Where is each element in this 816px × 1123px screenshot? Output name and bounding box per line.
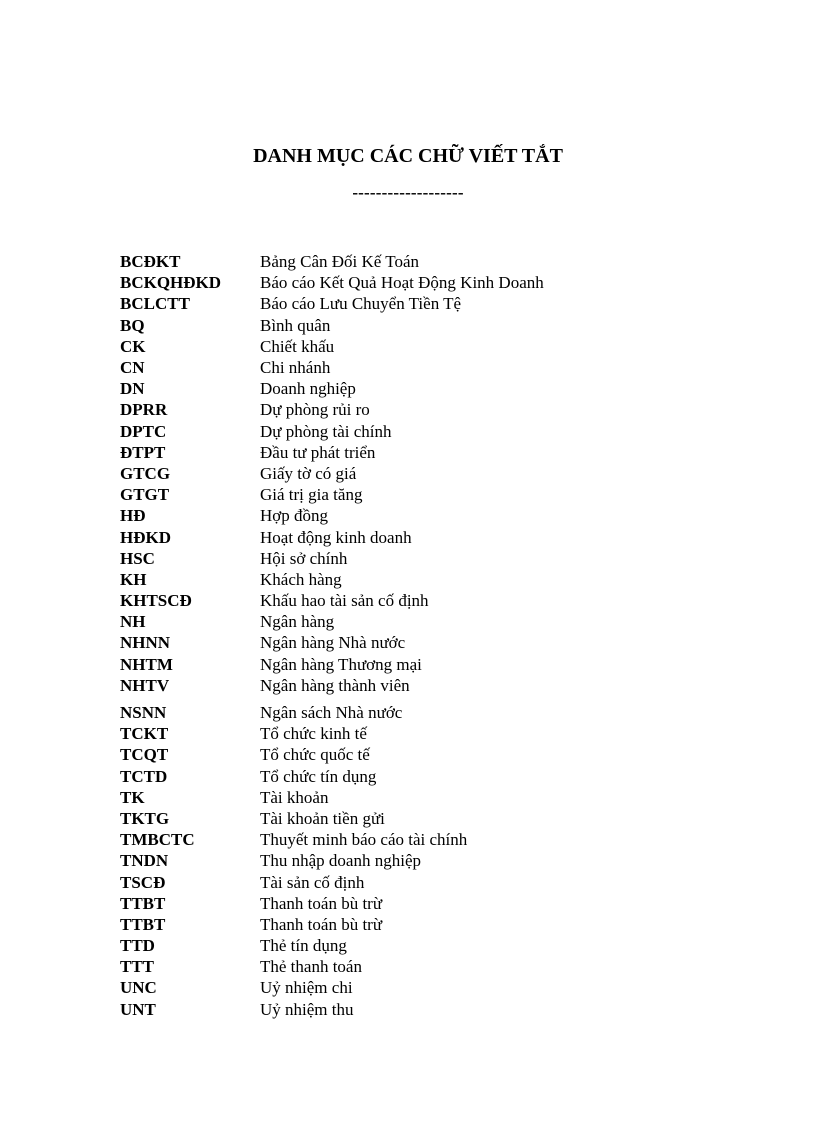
abbreviation-row — [120, 336, 680, 357]
abbreviation: CK — [120, 336, 146, 356]
abbreviation-meaning: Tổ chức tín dụng — [260, 766, 377, 786]
abbreviation: BCLCTT — [120, 294, 190, 314]
abbreviation-row — [120, 914, 680, 935]
abbreviation: TCTD — [120, 766, 168, 786]
abbreviation-row — [120, 893, 680, 914]
abbreviation: TTBT — [120, 914, 166, 934]
abbreviation-row — [120, 829, 680, 850]
abbreviation-row — [120, 871, 680, 892]
abbreviation: DPRR — [120, 400, 168, 420]
abbreviation: DN — [120, 379, 145, 399]
abbreviation-row — [120, 611, 680, 632]
abbreviation-meaning: Tổ chức quốc tế — [260, 745, 370, 765]
abbreviation-meaning: Khấu hao tài sản cố định — [260, 591, 429, 611]
abbreviation-row — [120, 590, 680, 611]
abbreviation-meaning: Thu nhập doanh nghiệp — [260, 851, 421, 871]
abbreviation-meaning: Báo cáo Kết Quả Hoạt Động Kinh Doanh — [260, 273, 544, 293]
abbreviation-meaning: Chi nhánh — [260, 358, 331, 378]
abbreviation: HSC — [120, 548, 155, 568]
abbreviation-row — [120, 956, 680, 977]
abbreviation: GTGT — [120, 485, 170, 505]
abbreviation-row — [120, 850, 680, 871]
abbreviation-row — [120, 272, 680, 293]
abbreviation-row — [120, 766, 680, 787]
abbreviation-row — [120, 675, 680, 696]
abbreviation-meaning: Dự phòng tài chính — [260, 421, 392, 441]
abbreviation: NHNN — [120, 633, 171, 653]
abbreviation-row — [120, 357, 680, 378]
abbreviation-meaning: Ngân hàng — [260, 612, 335, 632]
abbreviation-meaning: Bình quân — [260, 315, 331, 335]
abbreviation-row — [120, 315, 680, 336]
abbreviation-row — [120, 463, 680, 484]
abbreviation-row — [120, 702, 680, 723]
abbreviation-meaning: Khách hàng — [260, 569, 342, 589]
abbreviation-meaning: Đầu tư phát triển — [260, 442, 376, 462]
abbreviation: NSNN — [120, 703, 167, 723]
abbreviation-meaning: Tổ chức kinh tế — [260, 724, 367, 744]
abbreviation-row — [120, 442, 680, 463]
abbreviation-meaning: Thanh toán bù trừ — [260, 914, 383, 934]
abbreviation-row — [120, 484, 680, 505]
abbreviation: BQ — [120, 315, 145, 335]
abbreviation: ĐTPT — [120, 442, 166, 462]
abbreviation-row — [120, 744, 680, 765]
abbreviation: GTCG — [120, 463, 171, 483]
abbreviation: UNT — [120, 999, 156, 1019]
abbreviation-meaning: Tài khoản — [260, 787, 329, 807]
abbreviation: NHTV — [120, 675, 170, 695]
abbreviation-row — [120, 378, 680, 399]
abbreviation-row — [120, 526, 680, 547]
abbreviation-list — [120, 251, 680, 1020]
abbreviation-row — [120, 787, 680, 808]
abbreviation-row — [120, 421, 680, 442]
abbreviation-meaning: Doanh nghiệp — [260, 379, 356, 399]
abbreviation-row — [120, 632, 680, 653]
abbreviation-row — [120, 293, 680, 314]
abbreviation: BCĐKT — [120, 252, 181, 272]
abbreviation-row — [120, 548, 680, 569]
abbreviation: HĐKD — [120, 527, 171, 547]
abbreviation-meaning: Báo cáo Lưu Chuyển Tiền Tệ — [260, 294, 462, 314]
abbreviation: TCQT — [120, 745, 169, 765]
abbreviation: KH — [120, 569, 147, 589]
abbreviation: TTBT — [120, 893, 166, 913]
abbreviation: TMBCTC — [120, 830, 195, 850]
abbreviation-meaning: Hoạt động kinh doanh — [260, 527, 412, 547]
abbreviation: TSCĐ — [120, 872, 166, 892]
abbreviation-meaning: Tài sản cố định — [260, 872, 365, 892]
abbreviation-row — [120, 935, 680, 956]
abbreviation-meaning: Uỷ nhiệm thu — [260, 999, 354, 1019]
abbreviation-row — [120, 999, 680, 1020]
abbreviation: TKTG — [120, 808, 170, 828]
abbreviation: KHTSCĐ — [120, 591, 192, 611]
abbreviation-meaning: Uỷ nhiệm chi — [260, 978, 353, 998]
abbreviation-meaning: Ngân hàng Nhà nước — [260, 633, 406, 653]
abbreviation: HĐ — [120, 506, 146, 526]
abbreviation: BCKQHĐKD — [120, 273, 222, 293]
abbreviation: DPTC — [120, 421, 167, 441]
abbreviation: TNDN — [120, 851, 169, 871]
abbreviation-row — [120, 251, 680, 272]
abbreviation: TK — [120, 787, 145, 807]
abbreviation: NH — [120, 612, 146, 632]
abbreviation-row — [120, 808, 680, 829]
abbreviation-row — [120, 977, 680, 998]
abbreviation: NHTM — [120, 654, 173, 674]
abbreviation-meaning: Tài khoản tiền gửi — [260, 808, 385, 828]
abbreviation-row — [120, 505, 680, 526]
abbreviation-meaning: Dự phòng rủi ro — [260, 400, 370, 420]
title-separator: ------------------- — [352, 183, 464, 202]
abbreviation-meaning: Ngân hàng Thương mại — [260, 654, 422, 674]
abbreviation-meaning: Giấy tờ có giá — [260, 463, 357, 483]
abbreviation: TCKT — [120, 724, 169, 744]
abbreviation-row — [120, 399, 680, 420]
abbreviation-meaning: Ngân hàng thành viên — [260, 675, 410, 695]
abbreviation-meaning: Ngân sách Nhà nước — [260, 703, 403, 723]
abbreviation-meaning: Hợp đồng — [260, 506, 329, 526]
abbreviation-row — [120, 569, 680, 590]
abbreviation-meaning: Hội sở chính — [260, 548, 348, 568]
abbreviation-row — [120, 723, 680, 744]
abbreviation: TTT — [120, 957, 155, 977]
abbreviation-row — [120, 654, 680, 675]
abbreviation-meaning: Giá trị gia tăng — [260, 485, 363, 505]
abbreviation: UNC — [120, 978, 157, 998]
abbreviation-meaning: Thanh toán bù trừ — [260, 893, 383, 913]
abbreviation-meaning: Chiết khấu — [260, 336, 335, 356]
page-title: DANH MỤC CÁC CHỮ VIẾT TẮT — [253, 145, 563, 167]
abbreviation-meaning: Thuyết minh báo cáo tài chính — [260, 830, 468, 850]
abbreviation: CN — [120, 358, 145, 378]
abbreviation-meaning: Thẻ tín dụng — [260, 936, 347, 956]
abbreviation-meaning: Bảng Cân Đối Kế Toán — [260, 252, 420, 272]
abbreviation-meaning: Thẻ thanh toán — [260, 957, 362, 977]
abbreviation: TTD — [120, 936, 155, 956]
